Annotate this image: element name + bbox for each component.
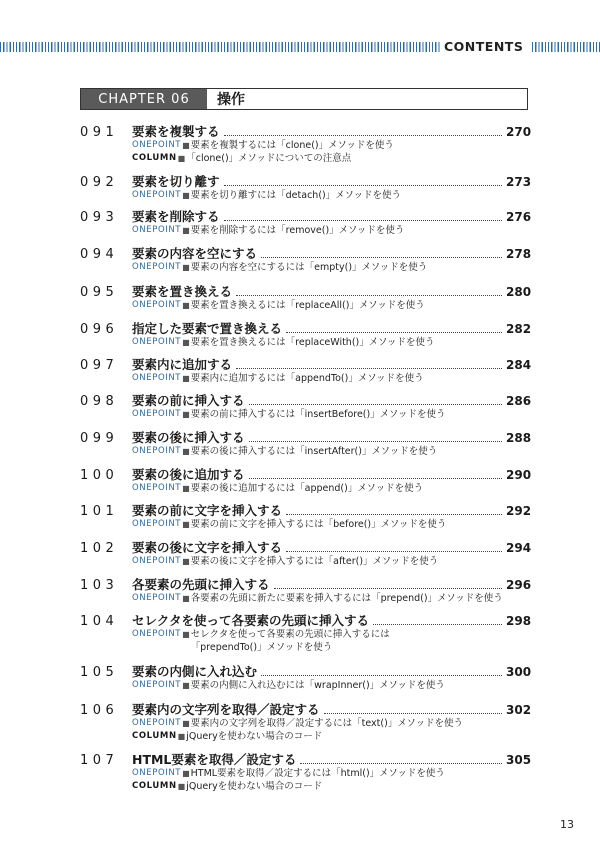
entry-number: 095 [80, 285, 119, 300]
entry-title: 要素を削除する [132, 209, 220, 224]
entry-page: 294 [506, 541, 532, 555]
square-bullet-icon: ■ [177, 732, 186, 741]
chapter-number: CHAPTER 06 [81, 89, 209, 109]
square-bullet-icon: ■ [177, 154, 186, 163]
onepoint-tag: ONEPOINT [132, 409, 182, 419]
toc-entry [80, 662, 530, 692]
square-bullet-icon: ■ [182, 681, 190, 690]
toc-entry [80, 538, 530, 568]
square-bullet-icon: ■ [182, 594, 190, 603]
dot-leader [373, 624, 502, 625]
dot-leader [261, 257, 502, 258]
subitem-text: 要素を置き換えるには「replaceAll()」メソッドを使う [190, 300, 425, 311]
square-bullet-icon: ■ [182, 719, 190, 728]
toc-entry [80, 428, 530, 458]
subitem-text: 要素を複製するには「clone()」メソッドを使う [190, 140, 394, 151]
onepoint-tag: ONEPOINT [132, 629, 182, 639]
square-bullet-icon: ■ [182, 191, 190, 200]
toc-entry [80, 122, 530, 165]
entry-subitem [132, 679, 530, 692]
dot-leader [286, 551, 502, 552]
subitem-text: 要素の後に追加するには「append()」メソッドを使う [190, 483, 424, 494]
entry-number: 107 [80, 753, 119, 768]
subitem-text: 要素の後に文字を挿入するには「after()」メソッドを使う [190, 556, 439, 567]
entry-subitem [132, 336, 530, 349]
toc-entry [80, 244, 530, 274]
toc-entry-line [80, 575, 530, 592]
subitem-text: 要素の内側に入れ込むには「wrapInner()」メソッドを使う [190, 680, 445, 691]
entry-title: 指定した要素で置き換える [132, 321, 283, 336]
entry-subitem [132, 482, 530, 495]
square-bullet-icon: ■ [182, 338, 190, 347]
column-tag: COLUMN [132, 731, 177, 741]
entry-number: 106 [80, 703, 119, 718]
entry-title: 要素を置き換える [132, 284, 233, 299]
toc-entry [80, 391, 530, 421]
toc-entry-line [80, 611, 530, 628]
toc-entry-line [80, 662, 530, 679]
entry-subitem [132, 261, 530, 274]
entry-page: 282 [506, 322, 532, 336]
entry-page: 302 [506, 703, 532, 717]
subitem-text: 要素を切り離すには「detach()」メソッドを使う [190, 190, 401, 201]
subitem-text: 要素の前に挿入するには「insertBefore()」メソッドを使う [190, 409, 446, 420]
entry-title: 要素の後に追加する [132, 467, 245, 482]
entry-page: 278 [506, 247, 532, 261]
column-tag: COLUMN [132, 781, 177, 791]
entry-page: 305 [506, 753, 532, 767]
dot-leader [249, 478, 502, 479]
entry-subitem [132, 408, 530, 421]
square-bullet-icon: ■ [182, 769, 190, 778]
subitem-text: 「clone()」メソッドについての注意点 [186, 153, 352, 164]
subitem-text: 要素内の文字列を取得／設定するには「text()」メソッドを使う [190, 718, 464, 729]
entry-subitem [132, 717, 530, 730]
entry-subitem [132, 299, 530, 312]
onepoint-tag: ONEPOINT [132, 593, 182, 603]
page-number: 13 [560, 818, 574, 831]
entry-title: 要素内の文字列を取得／設定する [132, 702, 320, 717]
entry-title: HTML要素を取得／設定する [132, 752, 297, 767]
entry-page: 296 [506, 578, 532, 592]
toc-entry [80, 750, 530, 793]
onepoint-tag: ONEPOINT [132, 140, 182, 150]
subitem-text: 要素を置き換えるには「replaceWith()」メソッドを使う [190, 337, 435, 348]
toc-entry-line [80, 172, 530, 189]
column-tag: COLUMN [132, 153, 177, 163]
entry-page: 288 [506, 431, 532, 445]
onepoint-tag: ONEPOINT [132, 225, 182, 235]
toc-entry-line [80, 244, 530, 261]
dot-leader [224, 185, 502, 186]
square-bullet-icon: ■ [182, 630, 190, 639]
entry-title: 要素の前に挿入する [132, 393, 245, 408]
entry-number: 103 [80, 578, 119, 593]
dot-leader [236, 368, 502, 369]
entry-subitem [132, 372, 530, 385]
onepoint-tag: ONEPOINT [132, 680, 182, 690]
toc-entry [80, 575, 530, 605]
entry-subitem [132, 224, 530, 237]
toc-entry [80, 282, 530, 312]
dot-leader [286, 514, 502, 515]
toc-entry-line [80, 538, 530, 555]
square-bullet-icon: ■ [182, 410, 190, 419]
entry-number: 098 [80, 394, 119, 409]
entry-number: 092 [80, 175, 119, 190]
entry-title: 要素を切り離す [132, 174, 220, 189]
onepoint-tag: ONEPOINT [132, 446, 182, 456]
entry-number: 102 [80, 541, 119, 556]
entry-page: 300 [506, 665, 532, 679]
entry-page: 298 [506, 614, 532, 628]
entry-number: 091 [80, 125, 119, 140]
entry-subitem [132, 555, 530, 568]
subitem-text: セレクタを使って各要素の先頭に挿入するには 「prependTo()」メソッドを使う [190, 629, 390, 653]
entry-title: 要素の後に文字を挿入する [132, 540, 283, 555]
square-bullet-icon: ■ [182, 557, 190, 566]
dot-leader [286, 332, 502, 333]
onepoint-tag: ONEPOINT [132, 556, 182, 566]
entry-subitem [132, 767, 530, 780]
entry-page: 290 [506, 468, 532, 482]
square-bullet-icon: ■ [182, 447, 190, 456]
square-bullet-icon: ■ [177, 782, 186, 791]
dot-leader [224, 220, 502, 221]
subitem-text: 要素の後に挿入するには「insertAfter()」メソッドを使う [190, 446, 438, 457]
entry-subitem [132, 518, 530, 531]
entry-page: 270 [506, 125, 532, 139]
subitem-text: 各要素の先頭に新たに要素を挿入するには「prepend()」メソッドを使う [190, 593, 503, 604]
entry-subitem [132, 139, 530, 152]
entry-page: 284 [506, 358, 532, 372]
entry-number: 105 [80, 665, 119, 680]
toc-entry-line [80, 428, 530, 445]
entry-page: 273 [506, 175, 532, 189]
dot-leader [300, 763, 502, 764]
toc-entry [80, 465, 530, 495]
toc-entry [80, 501, 530, 531]
square-bullet-icon: ■ [182, 301, 190, 310]
entry-subitem [132, 780, 530, 793]
entry-page: 286 [506, 394, 532, 408]
entry-number: 097 [80, 358, 119, 373]
onepoint-tag: ONEPOINT [132, 190, 182, 200]
chapter-title: 操作 [217, 92, 245, 108]
square-bullet-icon: ■ [182, 484, 190, 493]
contents-header [0, 40, 600, 54]
entry-title: 要素の後に挿入する [132, 430, 245, 445]
header-stripes-left [0, 42, 440, 52]
dot-leader [261, 675, 502, 676]
dot-leader [249, 404, 502, 405]
entry-subitem [132, 445, 530, 458]
dot-leader [236, 295, 502, 296]
onepoint-tag: ONEPOINT [132, 718, 182, 728]
entry-number: 093 [80, 210, 119, 225]
toc-entry [80, 207, 530, 237]
entry-title: セレクタを使って各要素の先頭に挿入する [132, 613, 370, 628]
entry-number: 101 [80, 504, 119, 519]
contents-label: CONTENTS [444, 39, 524, 54]
entry-subitem [132, 628, 530, 654]
toc-entry-line [80, 207, 530, 224]
toc-entry-line [80, 501, 530, 518]
toc-entry [80, 172, 530, 202]
toc-entry-line [80, 391, 530, 408]
subitem-text: 要素の内容を空にするには「empty()」メソッドを使う [190, 262, 428, 273]
entry-subitem [132, 730, 530, 743]
entry-title: 要素の内容を空にする [132, 246, 258, 261]
entry-title: 要素の内側に入れ込む [132, 664, 258, 679]
entry-page: 280 [506, 285, 532, 299]
header-stripes-right [532, 42, 600, 52]
entry-title: 要素内に追加する [132, 357, 233, 372]
dot-leader [224, 135, 502, 136]
square-bullet-icon: ■ [182, 141, 190, 150]
entry-page: 292 [506, 504, 532, 518]
subitem-text: 要素を削除するには「remove()」メソッドを使う [190, 225, 405, 236]
entry-page: 276 [506, 210, 532, 224]
onepoint-tag: ONEPOINT [132, 337, 182, 347]
square-bullet-icon: ■ [182, 226, 190, 235]
onepoint-tag: ONEPOINT [132, 262, 182, 272]
entry-title: 要素を複製する [132, 124, 220, 139]
toc-entry-line [80, 750, 530, 767]
toc-entry-line [80, 355, 530, 372]
dot-leader [324, 713, 502, 714]
onepoint-tag: ONEPOINT [132, 519, 182, 529]
subitem-text: jQueryを使わない場合のコード [186, 781, 323, 792]
toc-entry-line [80, 122, 530, 139]
subitem-text: jQueryを使わない場合のコード [186, 731, 323, 742]
entry-subitem [132, 152, 530, 165]
entry-number: 096 [80, 322, 119, 337]
entry-subitem [132, 592, 530, 605]
entry-number: 100 [80, 468, 119, 483]
toc-entry [80, 700, 530, 743]
subitem-text: 要素の前に文字を挿入するには「before()」メソッドを使う [190, 519, 447, 530]
dot-leader [274, 588, 502, 589]
onepoint-tag: ONEPOINT [132, 768, 182, 778]
toc-entry-line [80, 282, 530, 299]
dot-leader [249, 441, 502, 442]
onepoint-tag: ONEPOINT [132, 300, 182, 310]
square-bullet-icon: ■ [182, 374, 190, 383]
onepoint-tag: ONEPOINT [132, 483, 182, 493]
toc-entry-line [80, 319, 530, 336]
square-bullet-icon: ■ [182, 263, 190, 272]
entry-subitem [132, 189, 530, 202]
toc-entry-line [80, 465, 530, 482]
onepoint-tag: ONEPOINT [132, 373, 182, 383]
square-bullet-icon: ■ [182, 520, 190, 529]
subitem-text: HTML要素を取得／設定するには「html()」メソッドを使う [190, 768, 445, 779]
entry-number: 099 [80, 431, 119, 446]
entry-title: 各要素の先頭に挿入する [132, 577, 270, 592]
entry-title: 要素の前に文字を挿入する [132, 503, 283, 518]
subitem-text: 要素内に追加するには「appendTo()」メソッドを使う [190, 373, 424, 384]
toc-entry [80, 319, 530, 349]
toc-entry-line [80, 700, 530, 717]
toc-entry [80, 611, 530, 654]
entry-number: 094 [80, 247, 119, 262]
entry-number: 104 [80, 614, 119, 629]
toc-entry [80, 355, 530, 385]
chapter-heading [80, 88, 528, 110]
